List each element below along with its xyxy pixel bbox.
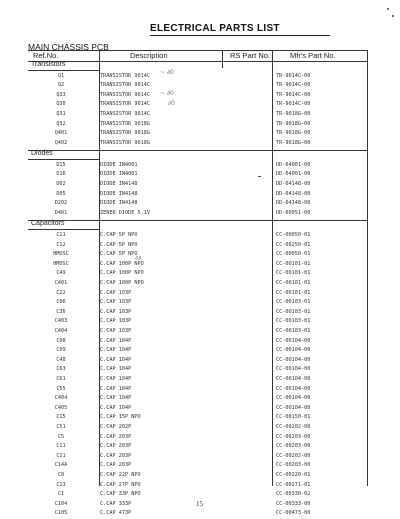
mfr-part-cell: CC-00250-01	[276, 241, 311, 248]
table-row	[0, 328, 400, 337]
ref-cell: C405	[54, 404, 68, 411]
col-header-ref: Ref.No.	[33, 51, 59, 60]
ref-cell: C403	[54, 318, 68, 325]
ref-cell: Q30	[56, 101, 66, 108]
description-cell: TRANSISTOR 9018G	[100, 130, 150, 137]
ref-cell: D16	[56, 171, 66, 178]
table-row	[0, 462, 400, 471]
mfr-part-cell: CC-00104-00	[276, 395, 311, 402]
mfr-part-cell: CC-00101-01	[276, 260, 311, 267]
table-row	[0, 443, 400, 452]
mfr-part-cell: CC-00103-01	[276, 299, 311, 306]
mfr-part-cell: DD-04148-00	[276, 190, 311, 197]
group-label: Diodes	[31, 150, 53, 158]
description-cell: C.CAP 104P	[100, 385, 132, 392]
description-cell: C.CAP 100P NPO	[100, 270, 144, 277]
ref-cell: C09	[56, 347, 66, 354]
ref-cell: C404	[54, 327, 68, 334]
description-cell: ZENER DIODE 5.1V	[100, 209, 150, 216]
description-cell: TRANSISTOR 9014C	[100, 72, 150, 79]
mfr-part-cell: CC-00203-00	[276, 462, 311, 469]
description-cell: DIODE IN4148	[100, 200, 138, 207]
ref-cell: C49	[56, 270, 66, 277]
ref-cell: HMOSC	[53, 260, 69, 267]
table-row	[0, 261, 400, 270]
description-cell: C.CAP 104P	[100, 395, 132, 402]
table-row	[0, 280, 400, 289]
mfr-part-cell: DD-04001-00	[276, 161, 311, 168]
mfr-part-cell: DD-04001-00	[276, 171, 311, 178]
ref-cell: C5	[57, 433, 65, 440]
table-row	[0, 318, 400, 327]
description-cell: C.CAP 15P NPO	[100, 414, 141, 421]
table-row	[0, 251, 400, 260]
mfr-part-cell: TR-9014C-00	[276, 91, 311, 98]
mfr-part-cell: CC-00101-01	[276, 270, 311, 277]
ref-cell: C11	[56, 443, 66, 450]
ref-cell: C08	[56, 337, 66, 344]
ref-cell: HMOSC	[53, 251, 69, 258]
mfr-part-cell: CC-00220-01	[276, 471, 311, 478]
table-row	[0, 453, 400, 462]
table-row	[0, 121, 400, 130]
header-divider	[28, 61, 368, 62]
ref-cell: C104	[54, 500, 68, 507]
mfr-part-cell: DD-04148-00	[276, 200, 311, 207]
description-cell: TRANSISTOR 9014C	[100, 101, 150, 108]
ref-cell: C12	[56, 241, 66, 248]
table-row	[0, 376, 400, 385]
ref-cell: Q401	[54, 130, 68, 137]
table-row	[0, 472, 400, 481]
scan-speck	[258, 176, 261, 177]
mfr-part-cell: TR-9018G-00	[276, 130, 311, 137]
mfr-part-cell: CC-00203-00	[276, 433, 311, 440]
table-row	[0, 162, 400, 171]
mfr-part-cell: DD-04148-00	[276, 181, 311, 187]
mfr-part-cell: CC-00104-00	[276, 366, 311, 373]
table-row	[0, 482, 400, 491]
description-cell: C.CAP 203P	[100, 452, 132, 459]
mfr-part-cell: CC-00203-00	[276, 443, 311, 450]
mfr-part-cell: CC-00104-00	[276, 375, 311, 382]
description-cell: C.CAP 103P	[100, 308, 132, 315]
table-row	[0, 299, 400, 308]
table-row	[0, 338, 400, 347]
mfr-part-cell: CC-00101-01	[276, 279, 311, 286]
ref-cell: D05	[56, 190, 66, 197]
table-row	[0, 414, 400, 423]
description-cell: DIODE IN4001	[100, 161, 138, 168]
description-cell: TRANSISTOR 9014C	[100, 82, 150, 89]
description-cell: C.CAP 100P NPO	[100, 279, 144, 286]
description-cell: C.CAP 104P	[100, 375, 132, 382]
ref-cell: C63	[56, 366, 66, 373]
ref-cell: C22	[56, 289, 66, 296]
mfr-part-cell: CC-00101-01	[276, 289, 311, 296]
group-label: Capacitors	[31, 220, 65, 228]
scan-speck	[392, 15, 394, 17]
description-cell: TRANSISTOR 9014C	[100, 91, 150, 98]
description-cell: C.CAP 203P	[100, 443, 132, 450]
ref-cell: Q31	[56, 110, 66, 117]
description-cell: C.CAP 104P	[100, 404, 132, 411]
description-cell: C.CAP 5P NPO	[100, 241, 138, 248]
mfr-part-cell: TR-9014C-00	[276, 82, 311, 89]
col-header-rs-part: RS Part No.	[230, 51, 271, 60]
mfr-part-cell: CC-00271-01	[276, 481, 311, 488]
scan-mark: ∂∂	[135, 255, 142, 262]
ref-cell: C36	[56, 308, 66, 315]
description-cell: C.CAP 103P	[100, 289, 132, 296]
ref-cell: C61	[56, 375, 66, 382]
description-cell: TRANSISTOR 9018G	[100, 120, 150, 127]
table-row	[0, 210, 400, 219]
mfr-part-cell: CC-00104-00	[276, 347, 311, 354]
document-title: ELECTRICAL PARTS LIST	[150, 23, 330, 36]
description-cell: C.CAP 5P NPO	[100, 231, 138, 238]
description-cell: C.CAP 27P NPO	[100, 481, 141, 488]
mfr-part-cell: CC-00103-01	[276, 308, 311, 315]
table-row	[0, 73, 400, 82]
group-underline	[28, 229, 99, 230]
scan-mark: ~ ∂0	[160, 69, 174, 76]
mfr-part-cell: CC-00050-01	[276, 251, 311, 258]
description-cell: C.CAP 22P NPO	[100, 471, 141, 478]
description-cell: C.CAP 103P	[100, 327, 132, 334]
table-row	[0, 405, 400, 414]
table-row	[0, 191, 400, 200]
table-row	[0, 111, 400, 120]
ref-cell: Q1	[57, 72, 65, 79]
ref-cell: D02	[56, 181, 66, 187]
table-row	[0, 200, 400, 209]
mfr-part-cell: TR-9014C-00	[276, 72, 311, 79]
table-row	[0, 357, 400, 366]
group-divider	[28, 220, 368, 221]
mfr-part-cell: CC-00104-00	[276, 356, 311, 363]
ref-cell: C15	[56, 414, 66, 421]
table-row	[0, 366, 400, 375]
description-cell: C.CAP 100P NPO	[100, 260, 144, 267]
mfr-part-cell: CC-00202-00	[276, 452, 311, 459]
mfr-part-cell: TR-9018G-00	[276, 139, 311, 146]
table-row	[0, 181, 400, 190]
table-row	[0, 82, 400, 91]
description-cell: C.CAP 473P	[100, 510, 132, 517]
col-divider-desc	[222, 50, 223, 68]
description-cell: DIODE IN4001	[100, 171, 138, 178]
table-row	[0, 491, 400, 500]
ref-cell: D401	[54, 209, 68, 216]
table-row	[0, 290, 400, 299]
mfr-part-cell: CC-00104-00	[276, 337, 311, 344]
mfr-part-cell: CC-00330-02	[276, 491, 311, 498]
description-cell: C.CAP 103P	[100, 299, 132, 306]
description-cell: C.CAP 104P	[100, 366, 132, 373]
description-cell: DIODE IN4148	[100, 190, 138, 197]
mfr-part-cell: CC-00202-00	[276, 423, 311, 430]
ref-cell: C13	[56, 481, 66, 488]
col-header-description: Description	[130, 51, 168, 60]
section-title: MAIN CHASSIS PCB	[28, 42, 109, 52]
mfr-part-cell: TR-9018G-00	[276, 120, 311, 127]
table-row	[0, 171, 400, 180]
ref-cell: C401	[54, 279, 68, 286]
ref-cell: Q402	[54, 139, 68, 146]
table-row	[0, 309, 400, 318]
ref-cell: Q2	[57, 82, 65, 89]
table-row	[0, 386, 400, 395]
description-cell: C.CAP 103P	[100, 318, 132, 325]
description-cell: DIODE IN4148	[100, 181, 138, 187]
mfr-part-cell: CC-00050-01	[276, 231, 311, 238]
table-row	[0, 424, 400, 433]
mfr-part-cell: CC-00150-01	[276, 414, 311, 421]
group-divider	[28, 150, 368, 151]
table-row	[0, 130, 400, 139]
ref-cell: C1	[57, 491, 65, 498]
scan-mark: ∂0	[168, 100, 175, 107]
group-underline	[28, 70, 99, 71]
ref-cell: C11	[56, 231, 66, 238]
scan-mark: ~ ∂0	[160, 90, 174, 97]
description-cell: C.CAP 202P	[100, 423, 132, 430]
description-cell: C.CAP 203P	[100, 433, 132, 440]
description-cell: TRANSISTOR 9014C	[100, 110, 150, 117]
description-cell: C.CAP 104P	[100, 337, 132, 344]
ref-cell: C404	[54, 395, 68, 402]
ref-cell: C8	[57, 471, 65, 478]
table-row	[0, 242, 400, 251]
ref-cell: D15	[56, 161, 66, 168]
description-cell: C.CAP 33P NPO	[100, 491, 141, 498]
ref-cell: C11	[56, 452, 66, 459]
col-header-mfr-part: Mfr's Part No.	[290, 51, 336, 60]
table-row	[0, 270, 400, 279]
scan-speck	[387, 8, 389, 10]
group-label: Transistors	[31, 61, 66, 68]
mfr-part-cell: CC-00103-01	[276, 327, 311, 334]
description-cell: C.CAP 5P NPO	[100, 251, 138, 258]
ref-cell: C51	[56, 423, 66, 430]
mfr-part-cell: CC-00473-00	[276, 510, 311, 517]
ref-cell: C55	[56, 385, 66, 392]
table-row	[0, 92, 400, 101]
table-row	[0, 395, 400, 404]
mfr-part-cell: CC-00104-00	[276, 404, 311, 411]
table-row	[0, 140, 400, 149]
description-cell: C.CAP 104P	[100, 347, 132, 354]
mfr-part-cell: TR-9018G-00	[276, 110, 311, 117]
table-row	[0, 347, 400, 356]
description-cell: C.CAP 203P	[100, 462, 132, 469]
table-row	[0, 434, 400, 443]
group-underline	[28, 159, 99, 160]
mfr-part-cell: TR-9014C-00	[276, 101, 311, 108]
ref-cell: C105	[54, 510, 68, 517]
mfr-part-cell: DD-00051-00	[276, 209, 311, 216]
description-cell: TRANSISTOR 9018G	[100, 139, 150, 146]
ref-cell: C14A	[54, 462, 68, 469]
page-number: 15	[196, 500, 203, 508]
description-cell: C.CAP 104P	[100, 356, 132, 363]
mfr-part-cell: CC-00103-01	[276, 318, 311, 325]
ref-cell: Q33	[56, 91, 66, 98]
ref-cell: C06	[56, 299, 66, 306]
description-cell: C.CAP 333P	[100, 500, 132, 507]
table-row	[0, 101, 400, 110]
ref-cell: Q32	[56, 120, 66, 127]
ref-cell: C48	[56, 356, 66, 363]
mfr-part-cell: CC-00104-00	[276, 385, 311, 392]
ref-cell: D202	[54, 200, 68, 207]
table-row	[0, 232, 400, 241]
mfr-part-cell: CC-00333-00	[276, 500, 311, 507]
